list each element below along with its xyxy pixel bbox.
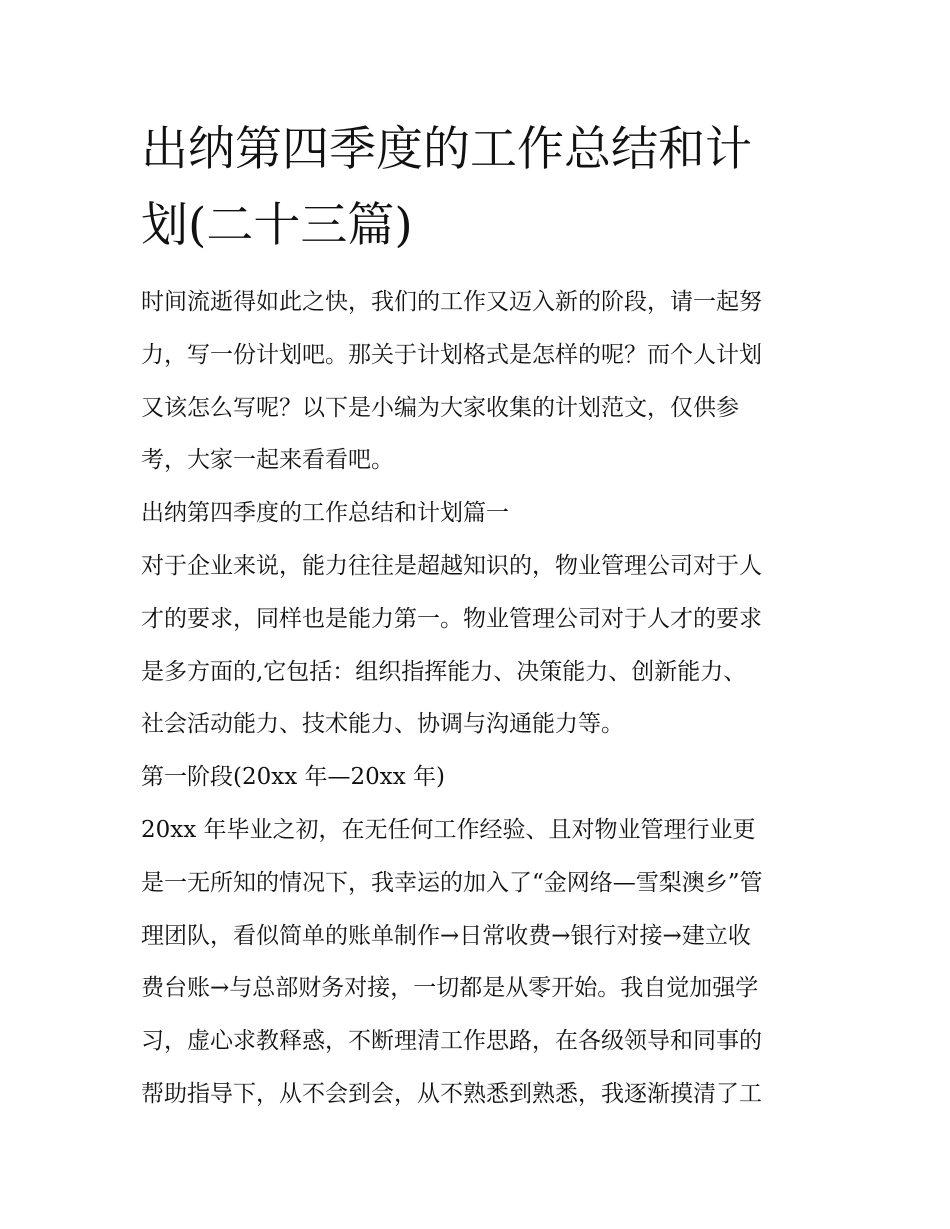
body-line: 考，大家一起来看看吧。 bbox=[141, 447, 394, 474]
body-line: 费台账→与总部财务对接，一切都是从零开始。我自觉加强学 bbox=[141, 975, 759, 1002]
body-line: 理团队，看似简单的账单制作→日常收费→银行对接→建立收 bbox=[141, 922, 751, 949]
body-line: 20xx 年毕业之初，在无任何工作经验、且对物业管理行业更 bbox=[141, 816, 756, 843]
body-line: 社会活动能力、技术能力、协调与沟通能力等。 bbox=[141, 711, 624, 738]
body-line: 才的要求，同样也是能力第一。物业管理公司对于人才的要求 bbox=[141, 605, 762, 632]
body-line: 习，虚心求教释惑，不断理清工作思路，在各级领导和同事的 bbox=[141, 1028, 762, 1055]
body-line: 又该怎么写呢？以下是小编为大家收集的计划范文，仅供参 bbox=[141, 394, 739, 421]
title-line-1: 出纳第四季度的工作总结和计 bbox=[141, 122, 752, 177]
section-heading: 出纳第四季度的工作总结和计划篇一 bbox=[141, 500, 509, 527]
body-line: 对于企业来说，能力往往是超越知识的，物业管理公司对于人 bbox=[141, 552, 762, 579]
body-line: 帮助指导下，从不会到会，从不熟悉到熟悉，我逐渐摸清了工 bbox=[141, 1080, 762, 1107]
document-title bbox=[141, 112, 831, 264]
body-line: 时间流逝得如此之快，我们的工作又迈入新的阶段，请一起努 bbox=[141, 289, 762, 315]
body-line: 力，写一份计划吧。那关于计划格式是怎样的呢？而个人计划 bbox=[141, 341, 762, 368]
stage-heading: 第一阶段(20xx 年—20xx 年) bbox=[141, 764, 445, 791]
title-line-2: 划(二十三篇) bbox=[141, 198, 413, 253]
document-body bbox=[141, 276, 831, 1121]
body-line: 是多方面的,它包括：组织指挥能力、决策能力、创新能力、 bbox=[141, 658, 747, 685]
body-line: 是一无所知的情况下，我幸运的加入了“金网络—雪梨澳乡”管 bbox=[141, 869, 763, 896]
